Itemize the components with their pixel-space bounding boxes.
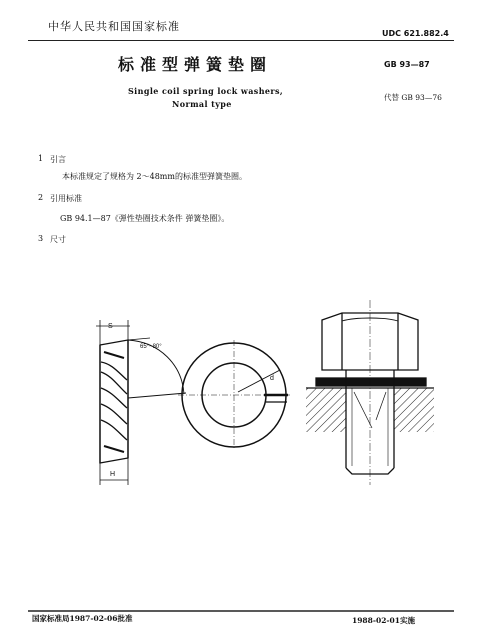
bolt-assembly <box>306 300 434 485</box>
dimension-label-h: H <box>110 471 116 478</box>
section-number: 3 <box>38 234 44 243</box>
title-english-line1: Single coil spring lock washers, <box>128 86 284 96</box>
washer-top-view <box>178 340 290 450</box>
angle-label: 65°~80° <box>140 344 162 350</box>
section-body: 本标准规定了规格为 2～48mm的标准型弹簧垫圈。 <box>62 172 247 181</box>
replaces-note: 代替 GB 93—76 <box>384 93 442 102</box>
issuing-body: 中华人民共和国国家标准 <box>48 20 180 33</box>
section-title: 引言 <box>50 155 66 164</box>
effective-date: 1988-02-01实施 <box>352 616 415 625</box>
section-number: 1 <box>38 154 44 163</box>
standard-code: GB 93—87 <box>384 60 430 69</box>
section-title: 尺寸 <box>50 235 66 244</box>
section-body: GB 94.1—87《弹性垫圈技术条件 弹簧垫圈》。 <box>60 214 230 223</box>
section-number: 2 <box>38 193 44 202</box>
section-title: 引用标准 <box>50 194 82 203</box>
dimension-label-s: S <box>108 323 113 330</box>
document-title: 标准型弹簧垫圈 <box>118 55 273 74</box>
approval-date: 国家标准局1987-02-06批准 <box>32 614 133 623</box>
dimension-label-d: d <box>270 375 274 382</box>
udc-code: UDC 621.882.4 <box>382 29 449 38</box>
title-english-line2: Normal type <box>172 99 232 109</box>
